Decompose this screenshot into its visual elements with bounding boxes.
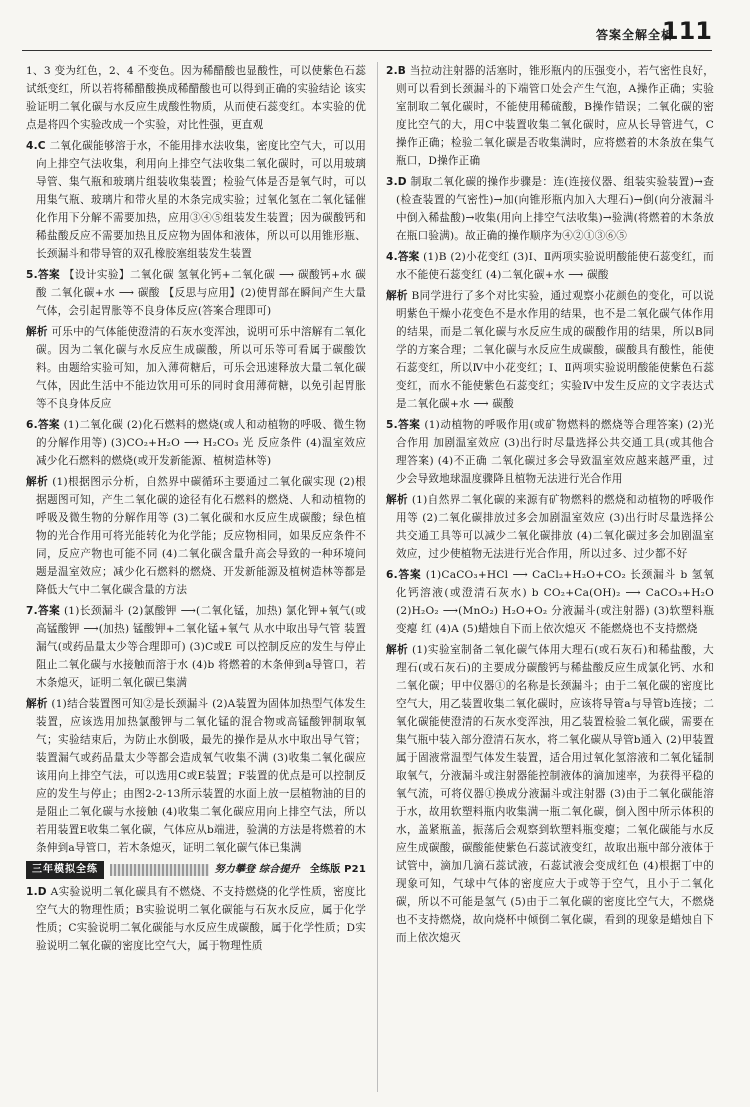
item-number: 解析 <box>26 326 48 338</box>
answer-item <box>26 695 366 857</box>
item-number: 解析 <box>386 644 409 656</box>
answer-item <box>386 491 714 563</box>
item-text: 二氧化碳能够溶于水，不能用排水法收集，密度比空气大，可以用向上排空气法收集，利用向上排空气法收集二氧化碳时，可以用玻璃导管、集气瓶和玻璃片组装收集装置；检验气体是否是氧气时，可以用集气瓶、玻璃片和带火星的木条完成实验；过氧化氢在二氧化锰催化作用下分解不需要加热，应用③④⑤组装发生装置；因为碳酸钙和稀盐酸反应不需要加热且反应物为固体和液体，所以可以用锥形瓶、长颈漏斗和带导管的双孔橡胶塞组装发生装置 <box>36 140 366 260</box>
banner-ref: 全练版 P21 <box>309 864 366 875</box>
header-label: 答案全解全析 <box>595 28 674 42</box>
answer-item <box>386 566 714 638</box>
answer-item <box>386 416 714 488</box>
item-text: (1)B (2)小花变红 (3)Ⅰ、Ⅱ两项实验说明酸能使石蕊变红，而水不能使石蕊变红 (4)二氧化碳+水 ⟶ 碳酸 <box>396 251 714 281</box>
item-number: 6.答案 <box>386 569 422 581</box>
item-text: (1)动植物的呼吸作用(或矿物燃料的燃烧等合理答案) (2)光合作用 加剧温室效应 (3)出行时尽量选择公共交通工具(或其他合理答案) (4)不正确 二氧化碳过多会导致温室效应越来越严重，过少会导致地球温度骤降且植物无法进行光合作用 <box>396 419 714 485</box>
item-text: (1)实验室制备二氧化碳气体用大理石(或石灰石)和稀盐酸，大理石(或石灰石)的主要成分碳酸钙与稀盐酸反应生成氯化钙、水和二氧化碳；甲中仪器①的名称是长颈漏斗；由于二氧化碳的密度比空气大，用乙装置收集二氧化碳时，应该将导管a与导管b连接；二氧化碳能使澄清的石灰水变浑浊，用乙装置检验二氧化碳，需要在集气瓶中装入部分澄清石灰水，将二氧化碳从导管b通入 (2)甲装置属于固液常温型气体发生装置，适合用过氧化氢溶液和二氧化锰制取氧气，分液漏斗或注射器能控制液体的滴加速率，为获得平稳的氧气流，可将仪器①换成分液漏斗或注射器 (3)由于二氧化碳能溶于水，故用软塑料瓶内收集满一瓶二氧化碳，倒入图中所示体积的水，盖紧瓶盖，振荡后会观察到软塑料瓶变瘪；二氧化碳能与水反应生成碳酸，碳酸能使紫色石蕊试液变红，故取出瓶中部分液体于试管中，滴加几滴石蕊试液，石蕊试液会变成红色 (4)根据丁中的现象可知，气球中气体的密度应大于或等于空气，且小于二氧化碳，所以不可能是氢气 (5)由于二氧化碳的密度比空气大，不燃烧也不支持燃烧，故向烧杯中倾倒二氧化碳，看到的现象是蜡烛自下而上依次熄灭 <box>396 644 714 944</box>
item-text: (1)二氧化碳 (2)化石燃料的燃烧(或人和动植物的呼吸、微生物的分解作用等) (3)CO₂+H₂O ⟶ H₂CO₃ 光 反应条件 (4)温室效应 减少化石燃料的燃烧(或开发新能源、植树造林等) <box>36 419 366 467</box>
item-number: 5.答案 <box>386 419 421 431</box>
item-text: 可乐中的气体能使澄清的石灰水变浑浊，说明可乐中溶解有二氧化碳。因为二氧化碳与水反应生成碳酸，所以可乐等可看属于碳酸饮料。由题给实验可知，加入薄荷糖后，可乐会迅速释放大量二氧化碳气体，因此生活中不能边饮用可乐的同时食用薄荷糖，以免引起胃胀等不良身体反应 <box>36 326 366 410</box>
item-number: 2.B <box>386 65 407 77</box>
item-number: 6.答案 <box>26 419 60 431</box>
item-text: 1、3 变为红色，2、4 不变色。因为稀醋酸也显酸性，可以使紫色石蕊试纸变红，所以若将稀醋酸换成稀醋酸也可以得到正确的实验结论 该实验证明二氧化碳与水反应生成酸性物质，从而使石蕊变红。本实验的优点是将四个实验改成一个实验，对比性强，更直观 <box>26 65 366 131</box>
item-text: (1)长颈漏斗 (2)氯酸钾 ⟶(二氧化锰，加热) 氯化钾+氧气(或高锰酸钾 ⟶(加热) 锰酸钾+二氧化锰+氧气 从水中取出导气管 装置漏气(或药品量太少等合理即可) (3)C或E 可以控制反应的发生与停止 阻止二氧化碳与水接触而溶于水 (4)b 将燃着的木条伸到a导管口，若木条熄灭，证明二氧化碳已集满 <box>36 605 366 689</box>
item-text: A实验说明二氧化碳具有不燃烧、不支持燃烧的化学性质，密度比空气大的物理性质；B实验说明二氧化碳能与石灰水反应，属于化学性质；C实验说明二氧化碳能与水反应生成碳酸，属于化学性质；D实验说明二氧化碳的密度比空气大，属于物理性质 <box>36 886 367 952</box>
item-text: B同学进行了多个对比实验，通过观察小花颜色的变化，可以说明紫色干燥小花变色不是水作用的结果，也不是二氧化碳气体作用的结果，而是二氧化碳与水反应生成的碳酸作用的结果，所以B同学的方案合理；二氧化碳与水反应生成碳酸，碳酸具有酸性，能使石蕊变红，所以Ⅳ中小花变红；Ⅰ、Ⅱ两项实验说明酸能使紫色石蕊变红，而水不能使紫色石蕊变红；实验Ⅳ中发生反应的文字表达式是二氧化碳+水 ⟶ 碳酸 <box>396 290 714 410</box>
answer-item <box>26 323 366 413</box>
answer-item <box>26 137 366 263</box>
item-text: 【设计实验】二氧化碳 氢氧化钙+二氧化碳 ⟶ 碳酸钙+水 碳酸 二氧化碳+水 ⟶ 碳酸 【反思与应用】(2)使胃部在瞬间产生大量气体，会引起胃胀等不良身体反应(答案合理即可) <box>36 269 366 317</box>
item-number: 5.答案 <box>26 269 61 281</box>
item-number: 7.答案 <box>26 605 61 617</box>
banner-slogan: 努力攀登 综合提升 <box>214 864 300 875</box>
page-number: 111 <box>661 17 712 45</box>
answer-item <box>26 883 366 955</box>
item-number: 解析 <box>26 476 49 488</box>
item-text: (1)结合装置图可知②是长颈漏斗 (2)A装置为固体加热型气体发生装置，应该选用加热氯酸钾与二氧化锰的混合物或高锰酸钾制取氧气；实验结束后，为防止水倒吸，最先的操作是从水中取出导气管；装置漏气或药品量太少等都会造成氧气收集不满 (3)收集二氧化碳应该用向上排空气法，可以选用C或E装置；F装置的优点是可以控制反应的发生与停止；由图2-2-13所示装置的水面上放一层植物油的目的是阻止二氧化碳与水接触 (4)收集二氧化碳应用向上排空气法，所以若用装置E收集二氧化碳，气体应从b端进，验满的方法是将燃着的木条伸到a导管口，若木条熄灭，证明二氧化碳气体已集满 <box>36 698 366 854</box>
banner-title: 三年模拟全练 <box>26 861 104 879</box>
item-number: 4.答案 <box>386 251 420 263</box>
answer-item <box>26 62 366 134</box>
item-number: 解析 <box>386 494 409 506</box>
answer-item <box>26 416 366 470</box>
section-banner <box>26 861 366 879</box>
item-text: 制取二氧化碳的操作步骤是：连(连接仪器、组装实验装置)→查(检查装置的气密性)→加(向锥形瓶内加入大理石)→倒(向分液漏斗中倒入稀盐酸)→收集(用向上排空气法收集)→验满(将燃着的木条放在瓶口验满)。故正确的操作顺序为④②①③⑥⑤ <box>396 176 714 242</box>
left-items <box>26 62 366 857</box>
item-number: 4.C <box>26 140 46 152</box>
item-number: 解析 <box>386 290 408 302</box>
banner-pattern <box>110 864 209 876</box>
answer-item <box>26 266 366 320</box>
left-after-items <box>26 883 366 955</box>
answer-item <box>386 62 714 170</box>
answer-item <box>386 248 714 284</box>
item-number: 3.D <box>386 176 407 188</box>
answer-item <box>26 473 366 599</box>
item-number: 1.D <box>26 886 47 898</box>
column-divider <box>377 62 378 1092</box>
left-column <box>26 62 366 958</box>
right-column <box>386 62 714 950</box>
page-header <box>0 0 750 60</box>
item-number: 解析 <box>26 698 48 710</box>
answer-item <box>26 602 366 692</box>
answer-item <box>386 641 714 947</box>
item-text: (1)CaCO₃+HCl ⟶ CaCl₂+H₂O+CO₂ 长颈漏斗 b 氢氧化钙溶液(或澄清石灰水) b CO₂+Ca(OH)₂ ⟶ CaCO₃+H₂O (2)H₂O₂ ⟶(MnO₂) H₂O+O₂ 分液漏斗(或注射器) (3)软塑料瓶变瘪 红 (4)A (5)蜡烛自下而上依次熄灭 不能燃烧也不支持燃烧 <box>396 569 714 635</box>
right-items <box>386 62 714 947</box>
item-text: 当拉动注射器的活塞时，锥形瓶内的压强变小，若气密性良好，则可以看到长颈漏斗的下端管口处会产生气泡，A操作正确；实验室制取二氧化碳时，不能使用稀硫酸，B操作错误；二氧化碳的密度比空气的大，用C中装置收集二氧化碳时，应从长导管进气，C操作正确；检验二氧化碳是否收集满时，应将燃着的木条放在集气瓶口，D操作正确 <box>396 65 714 167</box>
item-text: (1)自然界二氧化碳的来源有矿物燃料的燃烧和动植物的呼吸作用等 (2)二氧化碳排放过多会加剧温室效应 (3)出行时尽量选择公共交通工具等可以减少二氧化碳排放 (4)二氧化碳过多会加剧温室效应，过少使植物无法进行光合作用，所以过多、过少都不好 <box>396 494 714 560</box>
header-rule <box>22 50 712 51</box>
item-text: (1)根据图示分析，自然界中碳循环主要通过二氧化碳实现 (2)根据题图可知，产生二氧化碳的途径有化石燃料的燃烧、人和动植物的呼吸及微生物的分解作用等 (3)二氧化碳和水反应生成碳酸；绿色植物的光合作用可将光能转化为化学能；反应物相同，如果反应条件不同，反应产物也可能不同 (4)二氧化碳含量升高会导致的一种环境问题是温室效应；减少化石燃料的燃烧、开发新能源及植树造林等都是降低大气中二氧化碳含量的方法 <box>36 476 367 596</box>
answer-item <box>386 287 714 413</box>
answer-item <box>386 173 714 245</box>
